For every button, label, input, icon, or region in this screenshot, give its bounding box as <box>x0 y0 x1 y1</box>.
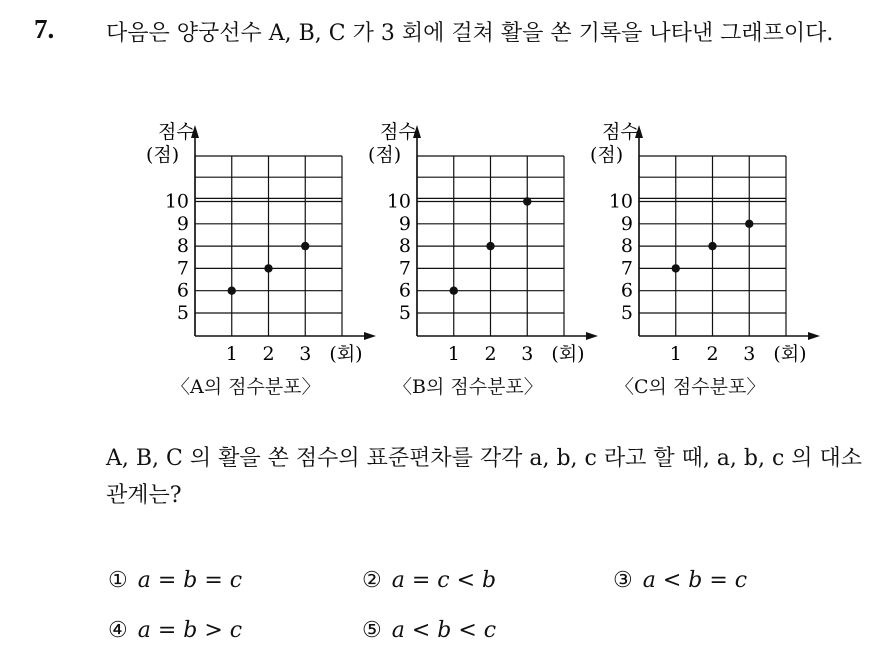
question-number: 7. <box>34 14 55 44</box>
y-tick-label: 10 <box>608 190 633 213</box>
x-axis-label: (회) <box>551 343 585 365</box>
choice-1-mark: ① <box>108 568 128 593</box>
y-tick-label: 9 <box>398 212 411 235</box>
question-stem: 다음은 양궁선수 A, B, C 가 3 회에 걸쳐 활을 쏜 기록을 나타낸 그래프이다. <box>106 21 834 46</box>
chart-svg <box>566 118 806 368</box>
choice-4-text: a = b > c <box>137 618 243 643</box>
x-tick-label: 1 <box>669 343 682 365</box>
x-axis-arrow <box>808 332 820 340</box>
choice-2[interactable] <box>362 568 496 593</box>
y-tick-label: 7 <box>176 257 189 280</box>
y-tick-label: 8 <box>620 235 633 258</box>
y-axis-unit: (점) <box>368 144 402 166</box>
data-point <box>486 242 494 250</box>
data-point <box>301 242 309 250</box>
choice-2-text: a = c < b <box>391 568 497 593</box>
y-tick-label: 8 <box>398 235 411 258</box>
score-chart-a <box>122 118 362 398</box>
y-tick-label: 5 <box>398 302 411 324</box>
question-text: A, B, C 의 활을 쏜 점수의 표준편차를 각각 a, b, c 라고 할 때, a, b, c 의 대소 관계는? <box>106 446 863 508</box>
y-tick-label: 6 <box>620 279 633 302</box>
choice-5-text: a < b < c <box>391 618 497 643</box>
choice-1-text: a = b = c <box>137 568 243 593</box>
data-point <box>450 287 458 295</box>
choice-1[interactable] <box>108 568 242 593</box>
score-chart-b <box>344 118 584 398</box>
y-tick-label: 9 <box>620 212 633 235</box>
x-axis-label: (회) <box>773 343 807 365</box>
chart-svg <box>344 118 584 368</box>
data-point <box>672 264 680 272</box>
choice-3-mark: ③ <box>613 568 633 593</box>
choice-2-mark: ② <box>362 568 382 593</box>
y-tick-label: 7 <box>398 257 411 280</box>
y-tick-label: 5 <box>620 302 633 324</box>
y-tick-label: 8 <box>176 235 189 258</box>
y-axis-label: 점수 <box>380 121 417 143</box>
x-tick-label: 1 <box>225 343 238 365</box>
x-tick-label: 3 <box>521 343 534 365</box>
y-tick-label: 10 <box>164 190 189 213</box>
y-axis-label: 점수 <box>158 121 195 143</box>
x-tick-label: 2 <box>262 343 275 365</box>
y-tick-label: 6 <box>176 279 189 302</box>
choice-3-text: a < b = c <box>642 568 748 593</box>
choice-5[interactable] <box>362 618 496 643</box>
chart-caption-a: 〈A의 점수분포〉 <box>171 376 321 398</box>
choice-5-mark: ⑤ <box>362 618 382 643</box>
data-point <box>745 220 753 228</box>
choice-4-mark: ④ <box>108 618 128 643</box>
data-point <box>264 264 272 272</box>
x-axis-label: (회) <box>329 343 363 365</box>
y-tick-label: 5 <box>176 302 189 324</box>
y-axis-unit: (점) <box>590 144 624 166</box>
x-tick-label: 1 <box>447 343 460 365</box>
y-tick-label: 6 <box>398 279 411 302</box>
choice-3[interactable] <box>613 568 747 593</box>
data-point <box>708 242 716 250</box>
x-tick-label: 2 <box>706 343 719 365</box>
data-point <box>523 197 531 205</box>
x-tick-label: 2 <box>484 343 497 365</box>
y-tick-label: 7 <box>620 257 633 280</box>
x-tick-label: 3 <box>299 343 312 365</box>
y-tick-label: 10 <box>386 190 411 213</box>
score-chart-c <box>566 118 806 398</box>
y-axis-unit: (점) <box>146 144 180 166</box>
y-axis-label: 점수 <box>602 121 639 143</box>
x-tick-label: 3 <box>743 343 756 365</box>
chart-svg <box>122 118 362 368</box>
y-tick-label: 9 <box>176 212 189 235</box>
chart-caption-c: 〈C의 점수분포〉 <box>615 376 766 398</box>
choice-4[interactable] <box>108 618 242 643</box>
chart-caption-b: 〈B의 점수분포〉 <box>393 376 543 398</box>
data-point <box>228 287 236 295</box>
